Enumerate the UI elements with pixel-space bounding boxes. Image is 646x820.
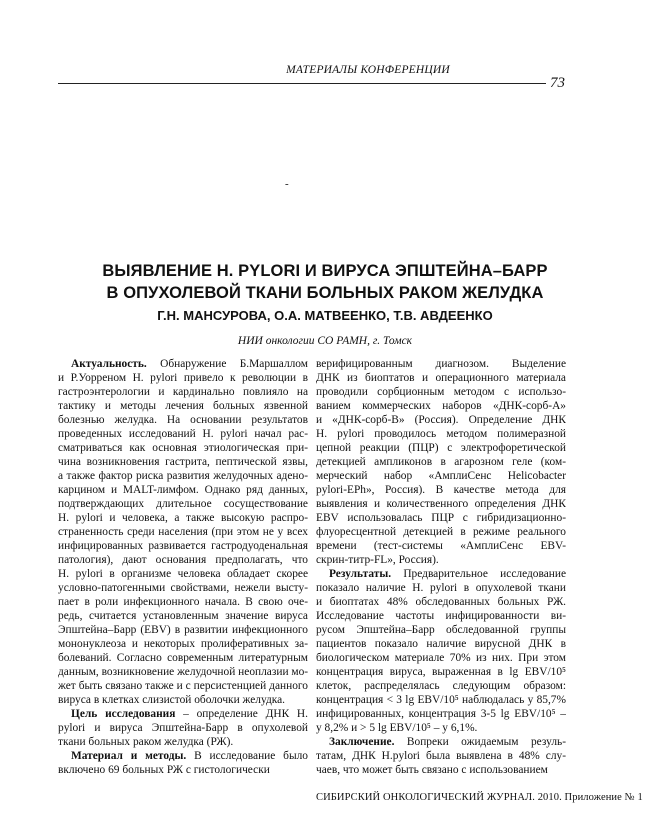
text-line <box>316 357 566 371</box>
line-text: концентрация < 3 lg EBV/10⁵ наблюдалась у 85,7% <box>316 694 566 706</box>
line-text: В исследование было <box>186 750 308 762</box>
line-text: сматриваться как основная этиологическая при- <box>58 442 308 454</box>
line-text: цепной реакции (ПЦР) с электрофоретической <box>316 442 566 454</box>
line-text: русом Эпштейна–Барр обследованной группы <box>316 624 566 636</box>
text-line <box>316 749 566 763</box>
text-line <box>316 553 566 567</box>
text-line <box>316 371 566 385</box>
text-line <box>316 413 566 427</box>
article-title <box>60 260 590 304</box>
line-text: редь, считается установленным значение вируса <box>58 610 308 622</box>
text-line <box>316 385 566 399</box>
text-line <box>58 707 308 721</box>
text-line <box>58 609 308 623</box>
text-line <box>58 357 308 371</box>
line-text: H. pylori и человека, а также высокую распро- <box>58 512 308 524</box>
line-text: жет быть связано также и с персистенцией данного <box>58 680 308 692</box>
line-text: концентрация вируса, выраженная в lg EBV/10⁵ <box>316 666 566 678</box>
text-line <box>316 539 566 553</box>
line-text: ванием коммерческих наборов «ДНК-сорб-А» <box>316 400 566 412</box>
line-text: чаев, что может быть связано с использованием <box>316 764 548 776</box>
text-line <box>58 581 308 595</box>
text-line <box>58 595 308 609</box>
text-line <box>316 567 566 581</box>
text-line <box>58 637 308 651</box>
text-line <box>316 525 566 539</box>
text-line <box>316 721 566 735</box>
line-text: pylori и вируса Эпштейна-Барр в опухолевой <box>58 722 308 734</box>
line-text: включено 69 больных РЖ с гистологически <box>58 764 270 776</box>
line-text: Предварительное исследование <box>391 568 566 580</box>
text-line <box>58 469 308 483</box>
line-text: и Р.Уорреном H. pylori привело к революции в <box>58 372 308 384</box>
line-text: H. pylori в организме человека обладает скорее <box>58 568 308 580</box>
line-text: верифицированным диагнозом. Выделение <box>316 358 566 370</box>
text-line <box>58 721 308 735</box>
text-line <box>316 637 566 651</box>
line-text: тактику и методы лечения больных язвенной <box>58 400 308 412</box>
text-line <box>58 651 308 665</box>
journal-footer: СИБИРСКИЙ ОНКОЛОГИЧЕСКИЙ ЖУРНАЛ. 2010. Приложение № 1 <box>316 792 643 803</box>
text-line <box>316 455 566 469</box>
line-text: биологическом материале 70% из них. При этом <box>316 652 566 664</box>
text-line <box>58 385 308 399</box>
line-text: флуоресцентной детекцией в режиме реального <box>316 526 566 538</box>
stray-dash: - <box>285 178 289 190</box>
line-text: ДНК из биоптатов и операционного материала <box>316 372 566 384</box>
line-text: клеток, распределялась следующим образом: <box>316 680 566 692</box>
line-text: инфицированных развивается гастродуоденальная <box>58 540 308 552</box>
line-text: подтверждающих длительное сосуществование <box>58 498 308 510</box>
line-text: вируса в клетках слизистой оболочки желудка. <box>58 694 286 706</box>
text-line <box>316 609 566 623</box>
text-line <box>316 595 566 609</box>
text-line <box>316 441 566 455</box>
text-line <box>58 763 308 777</box>
text-line <box>316 693 566 707</box>
line-text: выявления и количественного определения ДНК <box>316 498 566 510</box>
article-institution: НИИ онкологии СО РАМН, г. Томск <box>237 335 413 347</box>
page-number: 73 <box>550 75 565 91</box>
line-text: Исследование частоты инфицированности ви- <box>316 610 566 622</box>
line-text: болеваний. Согласно современным литературным <box>58 652 308 664</box>
line-text: условно-патогенными свойствами, нежели высту- <box>58 582 308 594</box>
section-lead: Заключение. <box>329 736 395 748</box>
text-line <box>58 413 308 427</box>
text-line <box>58 539 308 553</box>
section-lead: Актуальность. <box>71 358 147 370</box>
article-title-line-1: ВЫЯВЛЕНИЕ H. PYLORI И ВИРУСА ЭПШТЕЙНА–БАРР <box>102 262 548 280</box>
text-line <box>58 525 308 539</box>
text-line <box>316 623 566 637</box>
text-line <box>58 497 308 511</box>
text-line <box>316 497 566 511</box>
line-text: проводили сорбционным методом с использо- <box>316 386 566 398</box>
line-text: пает в роли инфекционного начала. В свою оче- <box>58 596 308 608</box>
text-line <box>58 399 308 413</box>
text-line <box>58 455 308 469</box>
text-line <box>58 749 308 763</box>
section-lead: Результаты. <box>329 568 392 580</box>
text-line <box>58 567 308 581</box>
text-line <box>316 679 566 693</box>
text-line <box>58 553 308 567</box>
line-text: чина возникновения гастрита, пептической язвы, <box>58 456 308 468</box>
line-text: Вопреки ожидаемым резуль- <box>394 736 566 748</box>
text-line <box>316 427 566 441</box>
text-line <box>316 707 566 721</box>
line-text: патология), дают основания предполагать, что <box>58 554 308 566</box>
line-text: данным, возникновение желудочной неоплазии мо- <box>58 666 308 678</box>
text-line <box>58 483 308 497</box>
text-line <box>316 665 566 679</box>
text-line <box>316 483 566 497</box>
text-line <box>316 651 566 665</box>
text-line <box>58 735 308 749</box>
line-text: инфицированных, концентрация 3-5 lg EBV/10⁵ – <box>316 708 566 720</box>
line-text: карцином и MALT-лимфом. Однако ряд данных, <box>58 484 308 496</box>
line-text: мононуклеоза и некоторых пролиферативных за- <box>58 638 308 650</box>
left-column <box>58 357 308 777</box>
article-authors: Г.Н. МАНСУРОВА, О.А. МАТВЕЕНКО, Т.В. АВДЕЕНКО <box>157 308 493 323</box>
line-text: – определение ДНК H. <box>175 708 308 720</box>
running-header: МАТЕРИАЛЫ КОНФЕРЕНЦИИ <box>286 64 450 76</box>
right-column <box>316 357 566 777</box>
line-text: гастроэнтерологии и кардинально повлияло на <box>58 386 308 398</box>
line-text: и биоптатах 48% обследованных больных РЖ. <box>316 596 566 608</box>
text-line <box>58 665 308 679</box>
header-rule <box>58 83 546 84</box>
text-line <box>58 679 308 693</box>
line-text: детекцией ампликонов в агарозном геле (ком- <box>316 456 566 468</box>
text-line <box>316 581 566 595</box>
line-text: Обнаружение Б.Маршаллом <box>146 358 308 370</box>
text-line <box>316 511 566 525</box>
line-text: H. pylori проводилось методом полимеразной <box>316 428 566 440</box>
line-text: а также фактор риска развития желудочных адено- <box>58 470 308 482</box>
line-text: показало наличие H. pylori в опухолевой ткани <box>316 582 566 594</box>
text-line <box>58 693 308 707</box>
text-line <box>58 623 308 637</box>
text-line <box>58 427 308 441</box>
line-text: мерческий набор «АмплиСенс Helicobacter <box>316 470 566 482</box>
line-text: времени (тест-системы «АмплиСенс EBV- <box>316 540 566 552</box>
line-text: татам, ДНК H.pylori была выявлена в 48% слу- <box>316 750 566 762</box>
line-text: и «ДНК-сорб-В» (Россия). Определение ДНК <box>316 414 566 426</box>
line-text: pylori-EPh», Россия). В качестве метода для <box>316 484 566 496</box>
line-text: скрин-титр-FL», Россия). <box>316 554 439 566</box>
line-text: Эпштейна–Барр (EBV) в развитии инфекционного <box>58 624 308 636</box>
line-text: проведенных исследований H. pylori начал рас- <box>58 428 308 440</box>
article-title-line-2: В ОПУХОЛЕВОЙ ТКАНИ БОЛЬНЫХ РАКОМ ЖЕЛУДКА <box>106 284 544 302</box>
text-line <box>58 371 308 385</box>
text-line <box>316 763 566 777</box>
text-line <box>316 735 566 749</box>
text-line <box>58 441 308 455</box>
line-text: ткани больных раком желудка (РЖ). <box>58 736 234 748</box>
section-lead: Цель исследования <box>71 708 176 720</box>
text-line <box>316 399 566 413</box>
line-text: у 8,2% и > 5 lg EBV/10⁵ – у 6,1%. <box>316 722 478 734</box>
section-lead: Материал и методы. <box>71 750 187 762</box>
text-line <box>58 511 308 525</box>
line-text: EBV использовалась ПЦР с гибридизационно- <box>316 512 566 524</box>
line-text: страненность среди населения (при этом не у всех <box>58 526 308 538</box>
line-text: болезнью желудка. На основании результатов <box>58 414 308 426</box>
line-text: пациентов показало наличие вирусной ДНК в <box>316 638 566 650</box>
text-line <box>316 469 566 483</box>
